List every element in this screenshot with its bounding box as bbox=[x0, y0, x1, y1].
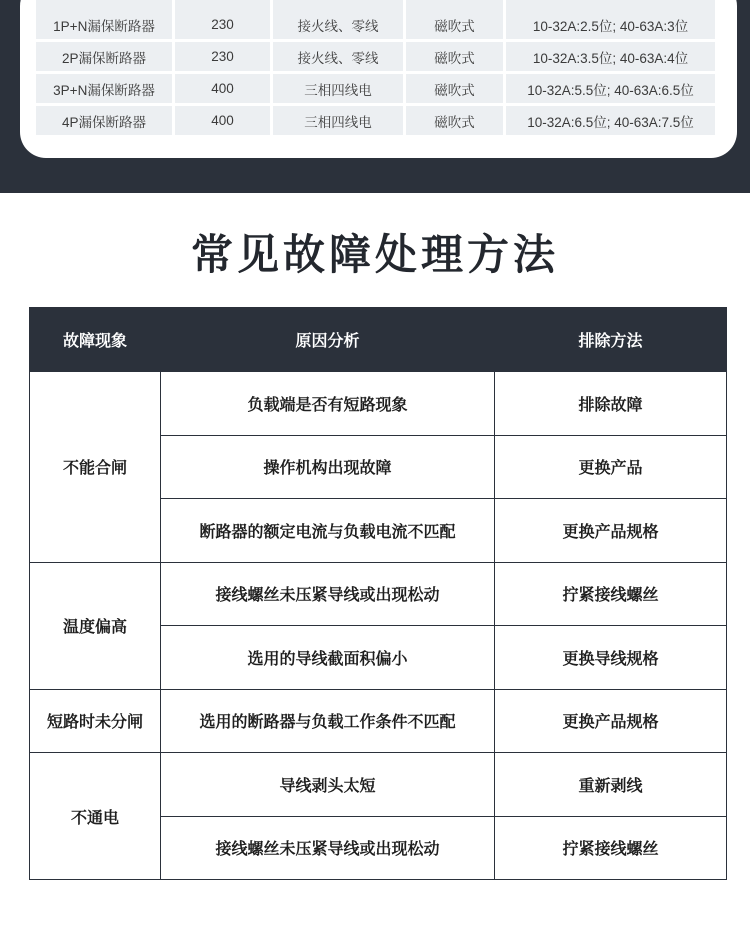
symptom-cell: 短路时未分闸 bbox=[30, 689, 161, 753]
cause-cell: 断路器的额定电流与负载电流不匹配 bbox=[161, 499, 495, 563]
spec-voltage: 230 bbox=[175, 10, 270, 39]
section-title: 常见故障处理方法 bbox=[190, 230, 559, 279]
spec-row-partial bbox=[36, 0, 715, 10]
spec-section-background bbox=[0, 0, 750, 193]
spec-product-name: 4P漏保断路器 bbox=[36, 106, 172, 135]
spec-voltage: 230 bbox=[175, 42, 270, 71]
spec-module-width: 10-32A:6.5位; 40-63A:7.5位 bbox=[506, 106, 715, 135]
spec-row bbox=[36, 106, 715, 135]
solution-cell: 更换产品规格 bbox=[495, 499, 727, 563]
fault-table-header bbox=[30, 308, 727, 372]
header-symptom: 故障现象 bbox=[30, 308, 161, 372]
spec-row bbox=[36, 74, 715, 103]
spec-wiring: 三相四线电 bbox=[273, 74, 403, 103]
spec-row bbox=[36, 42, 715, 71]
spec-voltage: 400 bbox=[175, 74, 270, 103]
table-row bbox=[30, 753, 727, 817]
spec-arc-type: 磁吹式 bbox=[406, 74, 503, 103]
solution-cell: 更换产品规格 bbox=[495, 689, 727, 753]
solution-cell: 拧紧接线螺丝 bbox=[495, 562, 727, 626]
solution-cell: 更换导线规格 bbox=[495, 626, 727, 690]
table-row bbox=[30, 372, 727, 436]
cause-cell: 选用的导线截面积偏小 bbox=[161, 626, 495, 690]
spec-product-name: 2P漏保断路器 bbox=[36, 42, 172, 71]
cause-cell: 负载端是否有短路现象 bbox=[161, 372, 495, 436]
cause-cell: 接线螺丝未压紧导线或出现松动 bbox=[161, 816, 495, 880]
spec-wiring: 三相四线电 bbox=[273, 106, 403, 135]
spec-wiring: 接火线、零线 bbox=[273, 42, 403, 71]
table-row bbox=[30, 562, 727, 626]
spec-module-width: 10-32A:2.5位; 40-63A:3位 bbox=[506, 10, 715, 39]
solution-cell: 更换产品 bbox=[495, 435, 727, 499]
spec-product-name: 3P+N漏保断路器 bbox=[36, 74, 172, 103]
solution-cell: 排除故障 bbox=[495, 372, 727, 436]
spec-wiring: 接火线、零线 bbox=[273, 10, 403, 39]
spec-arc-type: 磁吹式 bbox=[406, 42, 503, 71]
cause-cell: 操作机构出现故障 bbox=[161, 435, 495, 499]
symptom-cell: 不能合闸 bbox=[30, 372, 161, 563]
symptom-cell: 温度偏高 bbox=[30, 562, 161, 689]
cause-cell: 导线剥头太短 bbox=[161, 753, 495, 817]
solution-cell: 重新剥线 bbox=[495, 753, 727, 817]
cause-cell: 接线螺丝未压紧导线或出现松动 bbox=[161, 562, 495, 626]
header-cause: 原因分析 bbox=[161, 308, 495, 372]
symptom-cell: 不通电 bbox=[30, 753, 161, 880]
table-row bbox=[30, 689, 727, 753]
spec-module-width: 10-32A:5.5位; 40-63A:6.5位 bbox=[506, 74, 715, 103]
spec-arc-type: 磁吹式 bbox=[406, 106, 503, 135]
spec-module-width: 10-32A:3.5位; 40-63A:4位 bbox=[506, 42, 715, 71]
fault-table bbox=[29, 307, 727, 880]
solution-cell: 拧紧接线螺丝 bbox=[495, 816, 727, 880]
cause-cell: 选用的断路器与负载工作条件不匹配 bbox=[161, 689, 495, 753]
spec-voltage: 400 bbox=[175, 106, 270, 135]
header-solution: 排除方法 bbox=[495, 308, 727, 372]
spec-row bbox=[36, 10, 715, 39]
spec-arc-type: 磁吹式 bbox=[406, 10, 503, 39]
spec-product-name: 1P+N漏保断路器 bbox=[36, 10, 172, 39]
